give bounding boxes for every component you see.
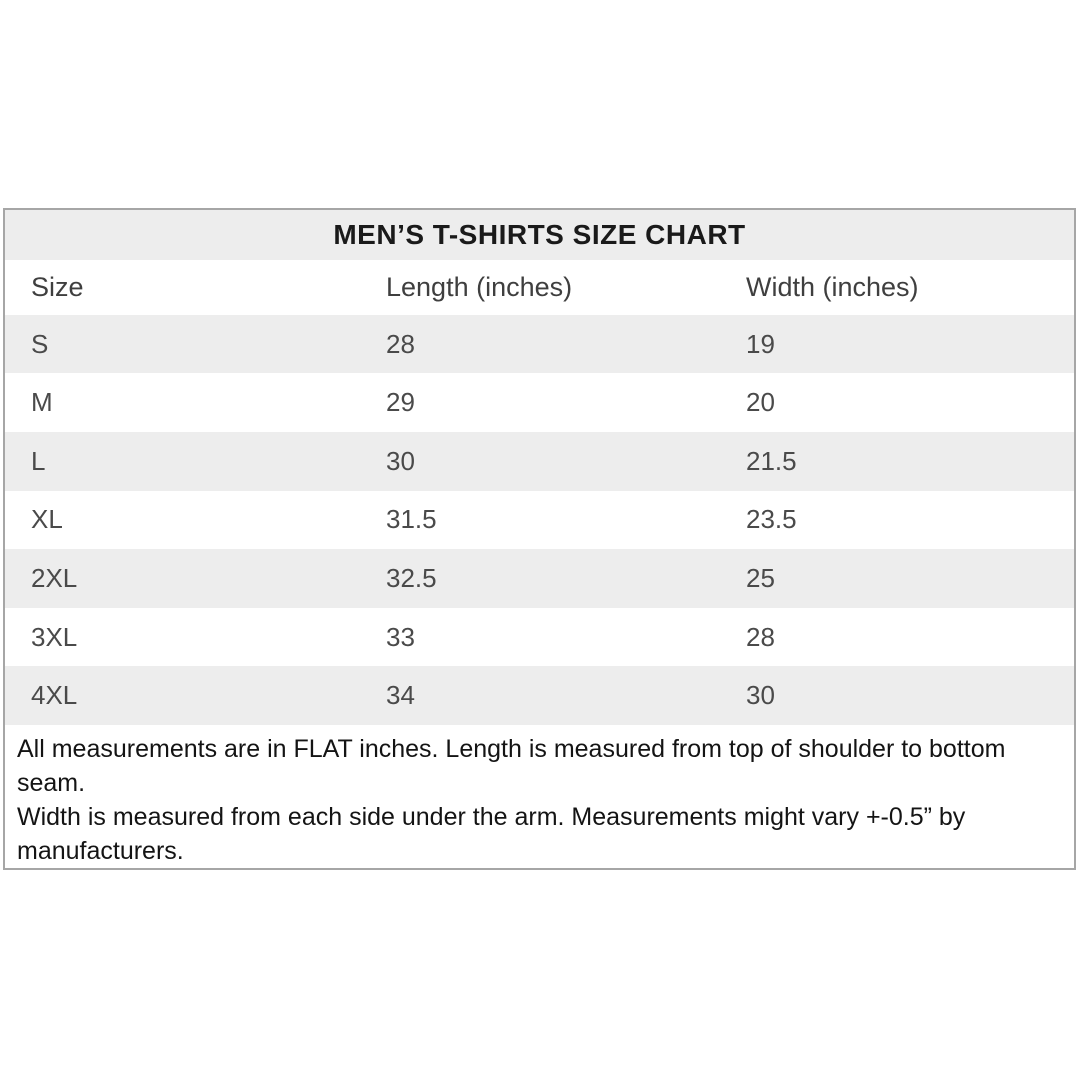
table-row xyxy=(5,373,1074,432)
size-chart-table xyxy=(3,208,1076,870)
cell-size: M xyxy=(31,387,53,418)
cell-length: 28 xyxy=(386,328,415,359)
cell-size: 2XL xyxy=(31,563,78,593)
table-row xyxy=(5,491,1074,550)
column-header-size: Size xyxy=(31,271,84,302)
cell-length: 32.5 xyxy=(386,563,437,593)
cell-size: 3XL xyxy=(31,621,78,652)
cell-length: 33 xyxy=(386,621,415,652)
cell-width: 19 xyxy=(746,328,775,359)
table-row xyxy=(5,666,1074,725)
cell-length: 30 xyxy=(386,445,415,476)
column-header-width: Width (inches) xyxy=(746,271,919,302)
cell-length: 31.5 xyxy=(386,504,437,535)
table-row xyxy=(5,608,1074,667)
cell-width: 23.5 xyxy=(746,504,797,535)
table-row xyxy=(5,432,1074,491)
cell-width: 30 xyxy=(746,680,775,711)
size-chart-title-row xyxy=(5,210,1074,260)
footnote-line-2: Width is measured from each side under the arm. Measurements might vary +-0.5” by manufacturers. xyxy=(17,803,966,866)
cell-width: 25 xyxy=(746,563,775,593)
cell-width: 20 xyxy=(746,387,775,418)
cell-size: L xyxy=(31,445,46,476)
size-chart-header-row xyxy=(5,260,1074,315)
size-chart-title: MEN’S T-SHIRTS SIZE CHART xyxy=(333,218,746,250)
cell-width: 28 xyxy=(746,621,775,652)
cell-size: XL xyxy=(31,504,63,535)
cell-length: 29 xyxy=(386,387,415,418)
footnote-line-1: All measurements are in FLAT inches. Length is measured from top of shoulder to bottom seam. xyxy=(17,735,1006,798)
cell-length: 34 xyxy=(386,680,415,711)
table-row xyxy=(5,315,1074,374)
cell-width: 21.5 xyxy=(746,445,797,476)
cell-size: 4XL xyxy=(31,680,78,711)
cell-size: S xyxy=(31,328,49,359)
table-row xyxy=(5,549,1074,608)
measurement-footnote xyxy=(5,725,1074,868)
column-header-length: Length (inches) xyxy=(386,271,573,302)
